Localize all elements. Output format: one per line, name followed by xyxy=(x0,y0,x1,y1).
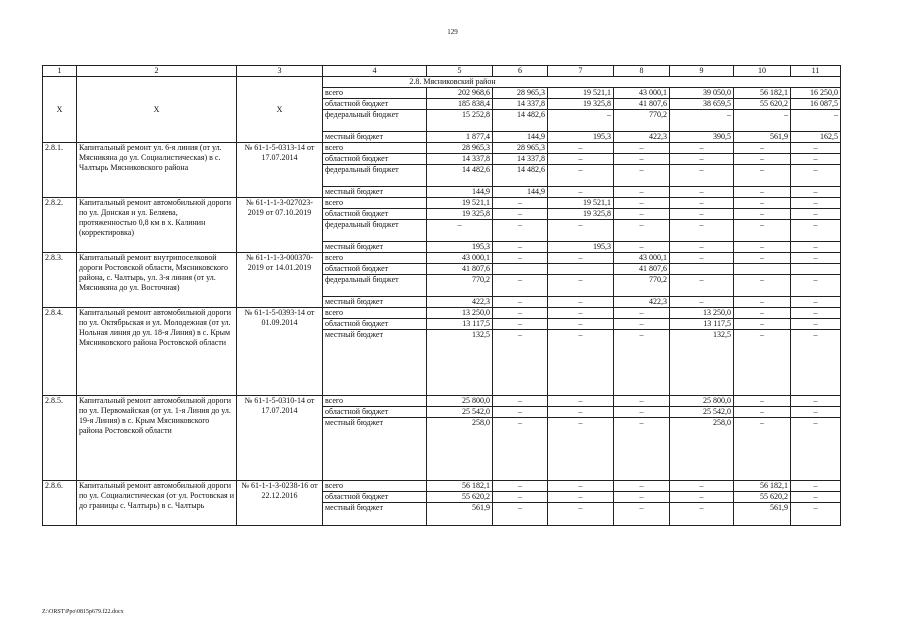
header-row xyxy=(43,66,841,77)
amount-cell: – xyxy=(614,187,670,198)
column-number: 11 xyxy=(791,66,841,77)
amount-cell: – xyxy=(670,198,734,209)
amount-cell: – xyxy=(791,308,841,319)
amount-cell: – xyxy=(734,110,791,132)
budget-source: областной бюджет xyxy=(323,264,427,275)
amount-cell: 43 000,1 xyxy=(427,253,493,264)
amount-cell: – xyxy=(791,110,841,132)
budget-source: местный бюджет xyxy=(323,297,427,308)
amount-cell: 770,2 xyxy=(427,275,493,297)
amount-cell: 19 325,8 xyxy=(548,99,614,110)
amount-cell: – xyxy=(427,220,493,242)
amount-cell: 43 000,1 xyxy=(614,88,670,99)
project-id: 2.8.1. xyxy=(43,143,77,198)
amount-cell: – xyxy=(493,198,548,209)
amount-cell: – xyxy=(670,253,734,264)
expertise-doc: № 61-1-5-0310-14 от 17.07.2014 xyxy=(237,396,323,481)
amount-cell: 55 620,2 xyxy=(734,99,791,110)
amount-cell: – xyxy=(670,503,734,526)
budget-source: всего xyxy=(323,253,427,264)
amount-cell: – xyxy=(614,154,670,165)
budget-source: местный бюджет xyxy=(323,187,427,198)
amount-cell: 25 800,0 xyxy=(670,396,734,407)
project-name: Капитальный ремонт внутрипоселковой дороги Ростовской области, Мясниковского района, с. Чалтырь, ул. 3-я линия (от ул. Мясникяна до ул. Восточная) xyxy=(77,253,237,308)
amount-cell: – xyxy=(734,242,791,253)
amount-cell: 15 252,8 xyxy=(427,110,493,132)
amount-cell: – xyxy=(734,253,791,264)
amount-cell: – xyxy=(791,154,841,165)
amount-cell: – xyxy=(791,297,841,308)
amount-cell: – xyxy=(493,492,548,503)
amount-cell: 185 838,4 xyxy=(427,99,493,110)
project-id: 2.8.6. xyxy=(43,481,77,526)
amount-cell: – xyxy=(791,396,841,407)
amount-cell: 258,0 xyxy=(427,418,493,481)
column-number: 5 xyxy=(427,66,493,77)
amount-cell: – xyxy=(548,330,614,396)
amount-cell: 422,3 xyxy=(427,297,493,308)
amount-cell: – xyxy=(734,143,791,154)
project-name: Капитальный ремонт автомобильной дороги по ул. Социалистическая (от ул. Ростовская и до границы с. Чалтырь) в с. Чалтырь xyxy=(77,481,237,526)
column-number: 1 xyxy=(43,66,77,77)
summary-col2: Х xyxy=(77,77,237,143)
amount-cell: 1 877,4 xyxy=(427,132,493,143)
amount-cell: – xyxy=(614,481,670,492)
amount-cell: 14 337,8 xyxy=(493,99,548,110)
budget-source: всего xyxy=(323,308,427,319)
amount-cell: – xyxy=(614,492,670,503)
amount-cell: 144,9 xyxy=(427,187,493,198)
amount-cell: – xyxy=(791,198,841,209)
amount-cell: 19 521,1 xyxy=(548,198,614,209)
amount-cell: 14 337,8 xyxy=(427,154,493,165)
amount-cell: – xyxy=(614,308,670,319)
budget-source: областной бюджет xyxy=(323,319,427,330)
amount-cell: – xyxy=(670,143,734,154)
amount-cell: – xyxy=(548,143,614,154)
project-name: Капитальный ремонт ул. 6-я линия (от ул. Мясникяна до ул. Социалистическая) в с. Чалтырь Мясниковского района xyxy=(77,143,237,198)
column-number: 8 xyxy=(614,66,670,77)
project-row xyxy=(43,396,841,407)
amount-cell: – xyxy=(734,308,791,319)
district-title-row xyxy=(43,77,841,88)
amount-cell: 28 965,3 xyxy=(493,143,548,154)
project-name: Капитальный ремонт автомобильной дороги по ул. Донская и ул. Беляева, протяженностью 0,8 км в х. Калинин (корректировка) xyxy=(77,198,237,253)
project-row xyxy=(43,143,841,154)
expertise-doc: № 61-1-5-0313-14 от 17.07.2014 xyxy=(237,143,323,198)
amount-cell: – xyxy=(791,209,841,220)
amount-cell: – xyxy=(734,396,791,407)
amount-cell: 14 337,8 xyxy=(493,154,548,165)
project-name: Капитальный ремонт автомобильной дороги по ул. Октябрьская и ул. Молодежная (от ул. Нольная линия до ул. 18-я Линия) в с. Крым Мясниковского района Ростовской области xyxy=(77,308,237,396)
amount-cell: – xyxy=(493,209,548,220)
budget-source: всего xyxy=(323,88,427,99)
amount-cell: – xyxy=(670,297,734,308)
amount-cell xyxy=(548,264,614,275)
amount-cell: – xyxy=(548,297,614,308)
budget-source: федеральный бюджет xyxy=(323,220,427,242)
amount-cell: – xyxy=(548,253,614,264)
amount-cell: – xyxy=(548,396,614,407)
amount-cell: 14 482,6 xyxy=(427,165,493,187)
amount-cell: 195,3 xyxy=(427,242,493,253)
expertise-doc: № 61-1-1-3-0238-16 от 22.12.2016 xyxy=(237,481,323,526)
amount-cell: – xyxy=(493,330,548,396)
project-id: 2.8.2. xyxy=(43,198,77,253)
amount-cell: – xyxy=(791,481,841,492)
column-number: 7 xyxy=(548,66,614,77)
amount-cell: – xyxy=(548,492,614,503)
budget-source: областной бюджет xyxy=(323,492,427,503)
amount-cell: – xyxy=(548,187,614,198)
amount-cell: 561,9 xyxy=(734,503,791,526)
amount-cell: 258,0 xyxy=(670,418,734,481)
amount-cell: 56 182,1 xyxy=(734,88,791,99)
amount-cell: 770,2 xyxy=(614,110,670,132)
amount-cell: – xyxy=(493,297,548,308)
amount-cell: – xyxy=(614,209,670,220)
amount-cell: – xyxy=(670,220,734,242)
amount-cell: 25 800,0 xyxy=(427,396,493,407)
amount-cell: – xyxy=(614,198,670,209)
budget-source: местный бюджет xyxy=(323,132,427,143)
amount-cell xyxy=(493,264,548,275)
amount-cell: 14 482,6 xyxy=(493,110,548,132)
amount-cell: 28 965,3 xyxy=(427,143,493,154)
amount-cell: – xyxy=(734,418,791,481)
amount-cell: 13 117,5 xyxy=(427,319,493,330)
amount-cell: 132,5 xyxy=(427,330,493,396)
amount-cell: 43 000,1 xyxy=(614,253,670,264)
amount-cell: – xyxy=(734,209,791,220)
amount-cell: 55 620,2 xyxy=(427,492,493,503)
amount-cell: – xyxy=(493,418,548,481)
amount-cell: – xyxy=(614,319,670,330)
budget-source: местный бюджет xyxy=(323,330,427,396)
amount-cell: 13 250,0 xyxy=(670,308,734,319)
amount-cell: – xyxy=(548,220,614,242)
column-number: 10 xyxy=(734,66,791,77)
amount-cell: – xyxy=(548,275,614,297)
amount-cell xyxy=(670,264,734,275)
summary-col1: Х xyxy=(43,77,77,143)
amount-cell: – xyxy=(614,407,670,418)
column-number: 4 xyxy=(323,66,427,77)
budget-source: федеральный бюджет xyxy=(323,110,427,132)
budget-source: местный бюджет xyxy=(323,503,427,526)
amount-cell xyxy=(734,264,791,275)
budget-source: местный бюджет xyxy=(323,242,427,253)
budget-source: местный бюджет xyxy=(323,418,427,481)
budget-source: федеральный бюджет xyxy=(323,165,427,187)
amount-cell: – xyxy=(548,154,614,165)
amount-cell: 770,2 xyxy=(614,275,670,297)
amount-cell: – xyxy=(493,220,548,242)
amount-cell: – xyxy=(791,220,841,242)
amount-cell: – xyxy=(734,407,791,418)
amount-cell: 422,3 xyxy=(614,297,670,308)
budget-source: всего xyxy=(323,481,427,492)
amount-cell: 14 482,6 xyxy=(493,165,548,187)
amount-cell: 41 807,6 xyxy=(427,264,493,275)
amount-cell: – xyxy=(614,242,670,253)
amount-cell: – xyxy=(670,492,734,503)
amount-cell: – xyxy=(614,330,670,396)
project-id: 2.8.4. xyxy=(43,308,77,396)
amount-cell: – xyxy=(548,165,614,187)
amount-cell: 25 542,0 xyxy=(427,407,493,418)
budget-source: областной бюджет xyxy=(323,99,427,110)
amount-cell: 56 182,1 xyxy=(427,481,493,492)
amount-cell: – xyxy=(670,187,734,198)
amount-cell: – xyxy=(791,165,841,187)
project-id: 2.8.5. xyxy=(43,396,77,481)
amount-cell: – xyxy=(734,165,791,187)
amount-cell: 19 521,1 xyxy=(548,88,614,99)
amount-cell: – xyxy=(791,407,841,418)
amount-cell: 13 117,5 xyxy=(670,319,734,330)
amount-cell: 422,3 xyxy=(614,132,670,143)
amount-cell: 39 050,0 xyxy=(670,88,734,99)
project-row xyxy=(43,253,841,264)
amount-cell: – xyxy=(493,407,548,418)
amount-cell: – xyxy=(493,503,548,526)
amount-cell: – xyxy=(493,253,548,264)
project-name: Капитальный ремонт автомобильной дороги по ул. Первомайская (от ул. 1-я Линия до ул. 19-я Линия) в с. Крым Мясниковского района Ростовской области xyxy=(77,396,237,481)
amount-cell: – xyxy=(493,319,548,330)
amount-cell: – xyxy=(791,319,841,330)
amount-cell: – xyxy=(614,503,670,526)
column-number: 2 xyxy=(77,66,237,77)
amount-cell: – xyxy=(791,418,841,481)
amount-cell: 41 807,6 xyxy=(614,99,670,110)
amount-cell: – xyxy=(548,308,614,319)
amount-cell: 390,5 xyxy=(670,132,734,143)
amount-cell: 144,9 xyxy=(493,187,548,198)
amount-cell: – xyxy=(734,319,791,330)
amount-cell: – xyxy=(493,396,548,407)
amount-cell: – xyxy=(614,165,670,187)
district-title: 2.8. Мясниковский район xyxy=(323,77,841,88)
expertise-doc: № 61-1-1-3-000370-2019 от 14.01.2019 xyxy=(237,253,323,308)
amount-cell: – xyxy=(670,275,734,297)
amount-cell: 195,3 xyxy=(548,132,614,143)
amount-cell: 19 325,8 xyxy=(427,209,493,220)
amount-cell: 561,9 xyxy=(427,503,493,526)
amount-cell: 16 087,5 xyxy=(791,99,841,110)
expertise-doc: № 61-1-5-0393-14 от 01.09.2014 xyxy=(237,308,323,396)
amount-cell: – xyxy=(548,481,614,492)
column-number: 3 xyxy=(237,66,323,77)
amount-cell: 195,3 xyxy=(548,242,614,253)
amount-cell: – xyxy=(670,481,734,492)
amount-cell: – xyxy=(614,143,670,154)
amount-cell: – xyxy=(614,220,670,242)
project-row xyxy=(43,308,841,319)
amount-cell: 13 250,0 xyxy=(427,308,493,319)
amount-cell: – xyxy=(791,143,841,154)
amount-cell: – xyxy=(791,242,841,253)
amount-cell: – xyxy=(734,187,791,198)
amount-cell: – xyxy=(493,275,548,297)
budget-source: всего xyxy=(323,396,427,407)
budget-source: областной бюджет xyxy=(323,407,427,418)
amount-cell: – xyxy=(791,503,841,526)
budget-source: областной бюджет xyxy=(323,209,427,220)
amount-cell: – xyxy=(734,297,791,308)
program-financing-table xyxy=(42,65,841,526)
amount-cell: – xyxy=(791,187,841,198)
amount-cell: – xyxy=(734,154,791,165)
project-row xyxy=(43,198,841,209)
amount-cell: – xyxy=(791,492,841,503)
amount-cell: 202 968,6 xyxy=(427,88,493,99)
file-path-footer: Z:\ORST\Ppo\0815p679.f22.docx xyxy=(42,609,124,615)
amount-cell: 162,5 xyxy=(791,132,841,143)
amount-cell: – xyxy=(548,503,614,526)
amount-cell: – xyxy=(493,481,548,492)
amount-cell: – xyxy=(791,330,841,396)
amount-cell: – xyxy=(548,418,614,481)
budget-source: всего xyxy=(323,143,427,154)
amount-cell: – xyxy=(670,165,734,187)
amount-cell: – xyxy=(734,220,791,242)
amount-cell: 561,9 xyxy=(734,132,791,143)
amount-cell: 19 521,1 xyxy=(427,198,493,209)
budget-source: всего xyxy=(323,198,427,209)
amount-cell: – xyxy=(493,308,548,319)
column-number: 9 xyxy=(670,66,734,77)
amount-cell: – xyxy=(734,330,791,396)
amount-cell: 16 250,0 xyxy=(791,88,841,99)
amount-cell: – xyxy=(670,209,734,220)
amount-cell: – xyxy=(791,253,841,264)
expertise-doc: № 61-1-1-3-027023-2019 от 07.10.2019 xyxy=(237,198,323,253)
amount-cell: – xyxy=(493,242,548,253)
project-row xyxy=(43,481,841,492)
amount-cell: 38 659,5 xyxy=(670,99,734,110)
amount-cell: – xyxy=(548,110,614,132)
amount-cell: – xyxy=(670,110,734,132)
page-number: 129 xyxy=(447,28,458,36)
summary-col3: Х xyxy=(237,77,323,143)
amount-cell: – xyxy=(614,418,670,481)
amount-cell: – xyxy=(548,319,614,330)
amount-cell: 55 620,2 xyxy=(734,492,791,503)
amount-cell xyxy=(791,264,841,275)
amount-cell: 132,5 xyxy=(670,330,734,396)
column-number: 6 xyxy=(493,66,548,77)
amount-cell: 144,9 xyxy=(493,132,548,143)
amount-cell: 41 807,6 xyxy=(614,264,670,275)
amount-cell: – xyxy=(670,242,734,253)
amount-cell: – xyxy=(548,407,614,418)
amount-cell: – xyxy=(734,198,791,209)
budget-source: федеральный бюджет xyxy=(323,275,427,297)
amount-cell: – xyxy=(614,396,670,407)
amount-cell: 25 542,0 xyxy=(670,407,734,418)
amount-cell: – xyxy=(670,154,734,165)
amount-cell: 56 182,1 xyxy=(734,481,791,492)
amount-cell: – xyxy=(734,275,791,297)
amount-cell: 28 965,3 xyxy=(493,88,548,99)
amount-cell: 19 325,8 xyxy=(548,209,614,220)
budget-source: областной бюджет xyxy=(323,154,427,165)
amount-cell: – xyxy=(791,275,841,297)
project-id: 2.8.3. xyxy=(43,253,77,308)
